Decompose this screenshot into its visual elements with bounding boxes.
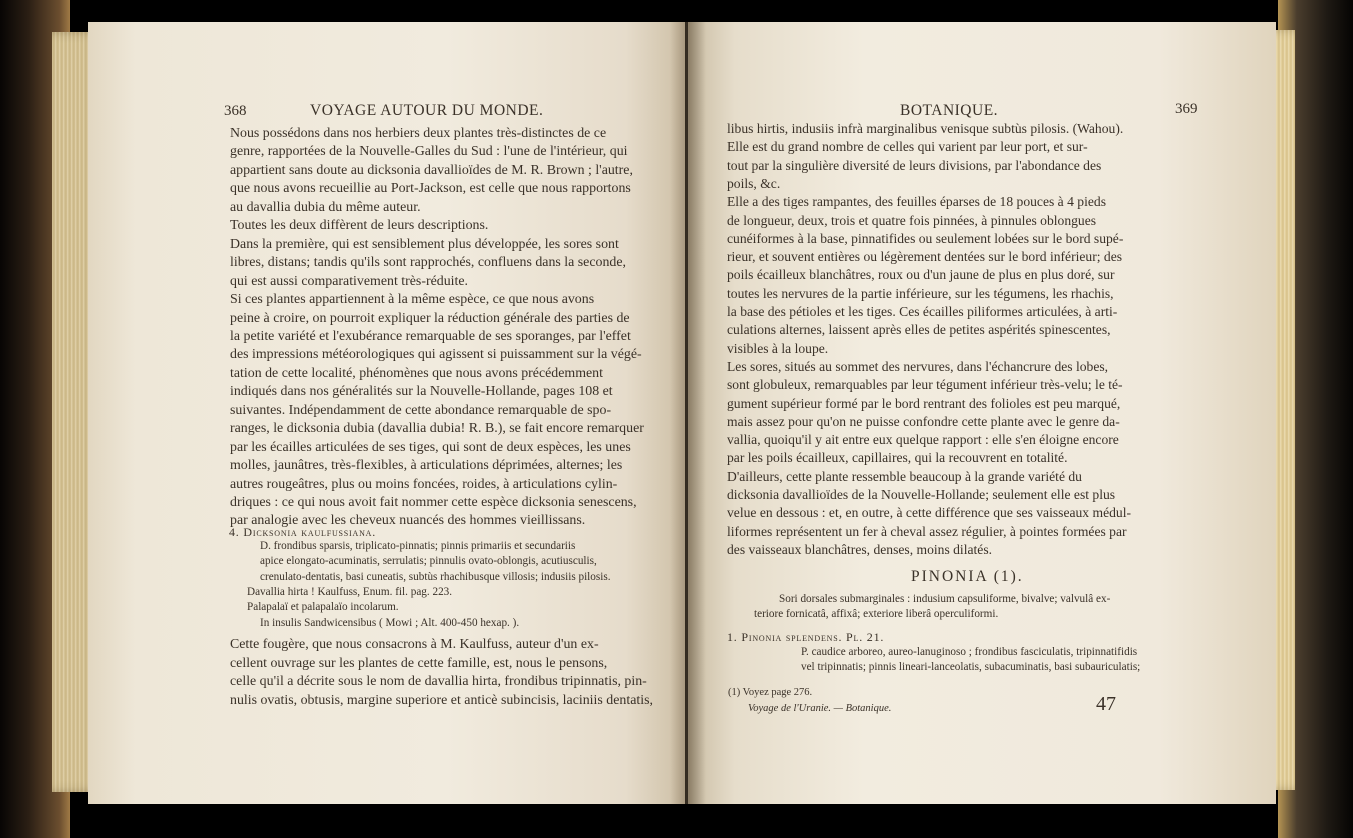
left-page (88, 22, 685, 804)
text-line: culations alternes, laissent après elles de petites aspérités spinescentes, (727, 322, 1111, 338)
species-heading-kaulfussiana: 4. Dicksonia kaulfussiana. (229, 525, 377, 539)
text-line: libus hirtis, indusiis infrà marginalibus venisque subtùs pilosis. (Wahou). (727, 121, 1124, 136)
latin-line: P. caudice arboreo, aureo-lanuginoso ; frondibus fasciculatis, tripinnatifidis (801, 646, 1138, 658)
latin-line: In insulis Sandwicensibus ( Mowi ; Alt. 400-450 hexap. ). (260, 616, 520, 629)
text-line: gument supérieur formé par le bord rentrant des folioles est peu marqué, (727, 395, 1121, 411)
text-line: sont globuleux, remarquables par leur tégument inférieur très-velu; le té- (727, 377, 1123, 393)
text-line: appartient sans doute au dicksonia davallioïdes de M. R. Brown ; l'autre, (230, 162, 633, 178)
signature-line: Voyage de l'Uranie. — Botanique. (748, 703, 892, 714)
text-line: rieur, et souvent entières ou légèrement dentées sur le bord inférieur; des (727, 249, 1123, 265)
text-line: molles, jaunâtres, très-flexibles, à articulations déprimées, alternes; les (230, 458, 623, 474)
text-line: cellent ouvrage sur les plantes de cette famille, est, nous le pensons, (230, 655, 608, 671)
text-line: driques : ce qui nous avoit fait nommer cette espèce dicksonia senescens, (230, 495, 637, 510)
text-line: libres, distans; tandis qu'ils sont rapprochés, confluens dans la seconde, (230, 255, 626, 271)
latin-line: teriore fornicatâ, affixâ; exteriore liberâ operculiformi. (754, 608, 999, 620)
latin-line: D. frondibus sparsis, triplicato-pinnatis; pinnis primariis et secundariis (260, 540, 576, 552)
text-line: Elle a des tiges rampantes, des feuilles éparses de 18 pouces à 4 pieds (727, 194, 1106, 210)
text-line: tout par la singulière diversité de leurs divisions, par l'abondance des (727, 157, 1102, 173)
text-line: mais assez pour qu'on ne puisse confondre cette plante avec le genre da- (727, 413, 1120, 429)
right-page-number: 369 (1175, 101, 1198, 117)
text-line: poils, &c. (727, 175, 781, 191)
right-running-head: BOTANIQUE. (900, 102, 999, 119)
text-line: la petite variété et l'exubérance remarquable de ses sporanges, par l'effet (230, 328, 631, 344)
text-line: dicksonia davallioïdes de la Nouvelle-Hollande; seulement elle est plus (727, 487, 1116, 502)
text-line: peine à croire, on pourroit expliquer la réduction générale des parties de (230, 310, 630, 326)
latin-line: crenulato-dentatis, basi cuneatis, subtùs rhachibusque villosis; indusiis pilosis. (260, 570, 611, 583)
text-line: par analogie avec les cheveux nuancés des hommes vieillissans. (230, 513, 586, 529)
text-line: ranges, le dicksonia dubia (davallia dubia! R. B.), se fait encore remarquer (230, 421, 644, 437)
text-line: suivantes. Indépendamment de cette abondance remarquable de spo- (230, 402, 612, 418)
text-line: celle qu'il a décrite sous le nom de davallia hirta, frondibus tripinnatis, pin- (230, 674, 647, 690)
text-line: la base des pétioles et les tiges. Ces écailles piliformes articulées, à arti- (727, 304, 1118, 319)
text-line: par les poils écailleux, capillaires, qui la recouvrent en totalité. (727, 450, 1068, 466)
text-line: velue en dessous : et, en outre, à cette différence que ses vaisseaux médul- (727, 505, 1132, 521)
text-line: Elle est du grand nombre de celles qui varient par leur port, et sur- (727, 139, 1088, 155)
genus-heading-pinonia: PINONIA (1). (911, 568, 1024, 585)
text-line: au davallia dubia du même auteur. (230, 199, 421, 215)
text-line: des vaisseaux blanchâtres, denses, moins dilatés. (727, 541, 993, 557)
text-line: qui est aussi comparativement très-réduite. (230, 273, 468, 289)
text-line: Les sores, situés au sommet des nervures, dans l'échancrure des lobes, (727, 358, 1109, 374)
text-line: visibles à la loupe. (727, 340, 829, 356)
text-line: genre, rapportées de la Nouvelle-Galles du Sud : l'une de l'intérieur, qui (230, 144, 628, 160)
text-line: D'ailleurs, cette plante ressemble beaucoup à la grande variété du (727, 468, 1082, 484)
text-line: cunéiformes à la base, pinnatifides ou seulement lobées sur le bord supé- (727, 230, 1124, 246)
text-line: Cette fougère, que nous consacrons à M. Kaulfuss, auteur d'un ex- (230, 637, 599, 652)
latin-line: apice elongato-acuminatis, serrulatis; pinnulis ovato-oblongis, acutiusculis, (260, 555, 597, 568)
text-line: des impressions météorologiques qui agissent si puissamment sur la végé- (230, 347, 642, 363)
footnote: (1) Voyez page 276. (728, 687, 813, 698)
latin-line: Davallia hirta ! Kaulfuss, Enum. fil. pag. 223. (247, 585, 453, 598)
left-running-head: VOYAGE AUTOUR DU MONDE. (310, 102, 544, 119)
latin-line: vel tripinnatis; pinnis lineari-lanceolatis, subacuminatis, basi subauriculatis; (801, 661, 1141, 673)
text-line: Si ces plantes appartiennent à la même espèce, ce que nous avons (230, 292, 595, 308)
latin-line: Sori dorsales submarginales : indusium capsuliforme, bivalve; valvulâ ex- (779, 593, 1111, 605)
text-line: que nous avons recueillie au Port-Jackson, est celle que nous rapportons (230, 181, 631, 197)
text-line: indiqués dans nos généralités sur la Nouvelle-Hollande, pages 108 et (230, 384, 613, 400)
text-line: Toutes les deux diffèrent de leurs descriptions. (230, 218, 489, 234)
text-line: Dans la première, qui est sensiblement plus développée, les sores sont (230, 236, 619, 252)
text-line: tation de cette localité, phénomènes que nous avons précédemment (230, 365, 603, 381)
text-line: toutes les nervures de la partie inférieure, sur les tégumens, les rhachis, (727, 285, 1114, 301)
text-line: par les écailles articulées de ses tiges, qui sont de deux espèces, les unes (230, 439, 631, 455)
text-line: de longueur, deux, trois et quatre fois pinnées, à pinnules oblongues (727, 212, 1097, 228)
text-line: vallia, quoiqu'il y ait entre eux quelque rapport : elle s'en éloigne encore (727, 432, 1119, 448)
signature-number: 47 (1096, 693, 1116, 715)
text-line: autres rougeâtres, plus ou moins foncées, roides, à articulations cylin- (230, 476, 618, 492)
text-line: poils écailleux blanchâtres, roux ou d'un jaune de plus en plus doré, sur (727, 267, 1115, 283)
text-line: liformes représentent un fer à cheval assez régulier, à pointes formées par (727, 523, 1127, 539)
text-line: nulis ovatis, obtusis, margine superiore et anticè subincisis, laciniis dentatis, (230, 693, 653, 709)
species-heading-pinonia-splendens: 1. Pinonia splendens. Pl. 21. (727, 630, 885, 644)
right-page (688, 22, 1276, 804)
latin-line: Palapalaï et palapalaïo incolarum. (247, 601, 399, 614)
book-gutter (670, 22, 706, 804)
left-page-number: 368 (224, 103, 247, 119)
text-line: Nous possédons dans nos herbiers deux plantes très-distinctes de ce (230, 126, 607, 141)
